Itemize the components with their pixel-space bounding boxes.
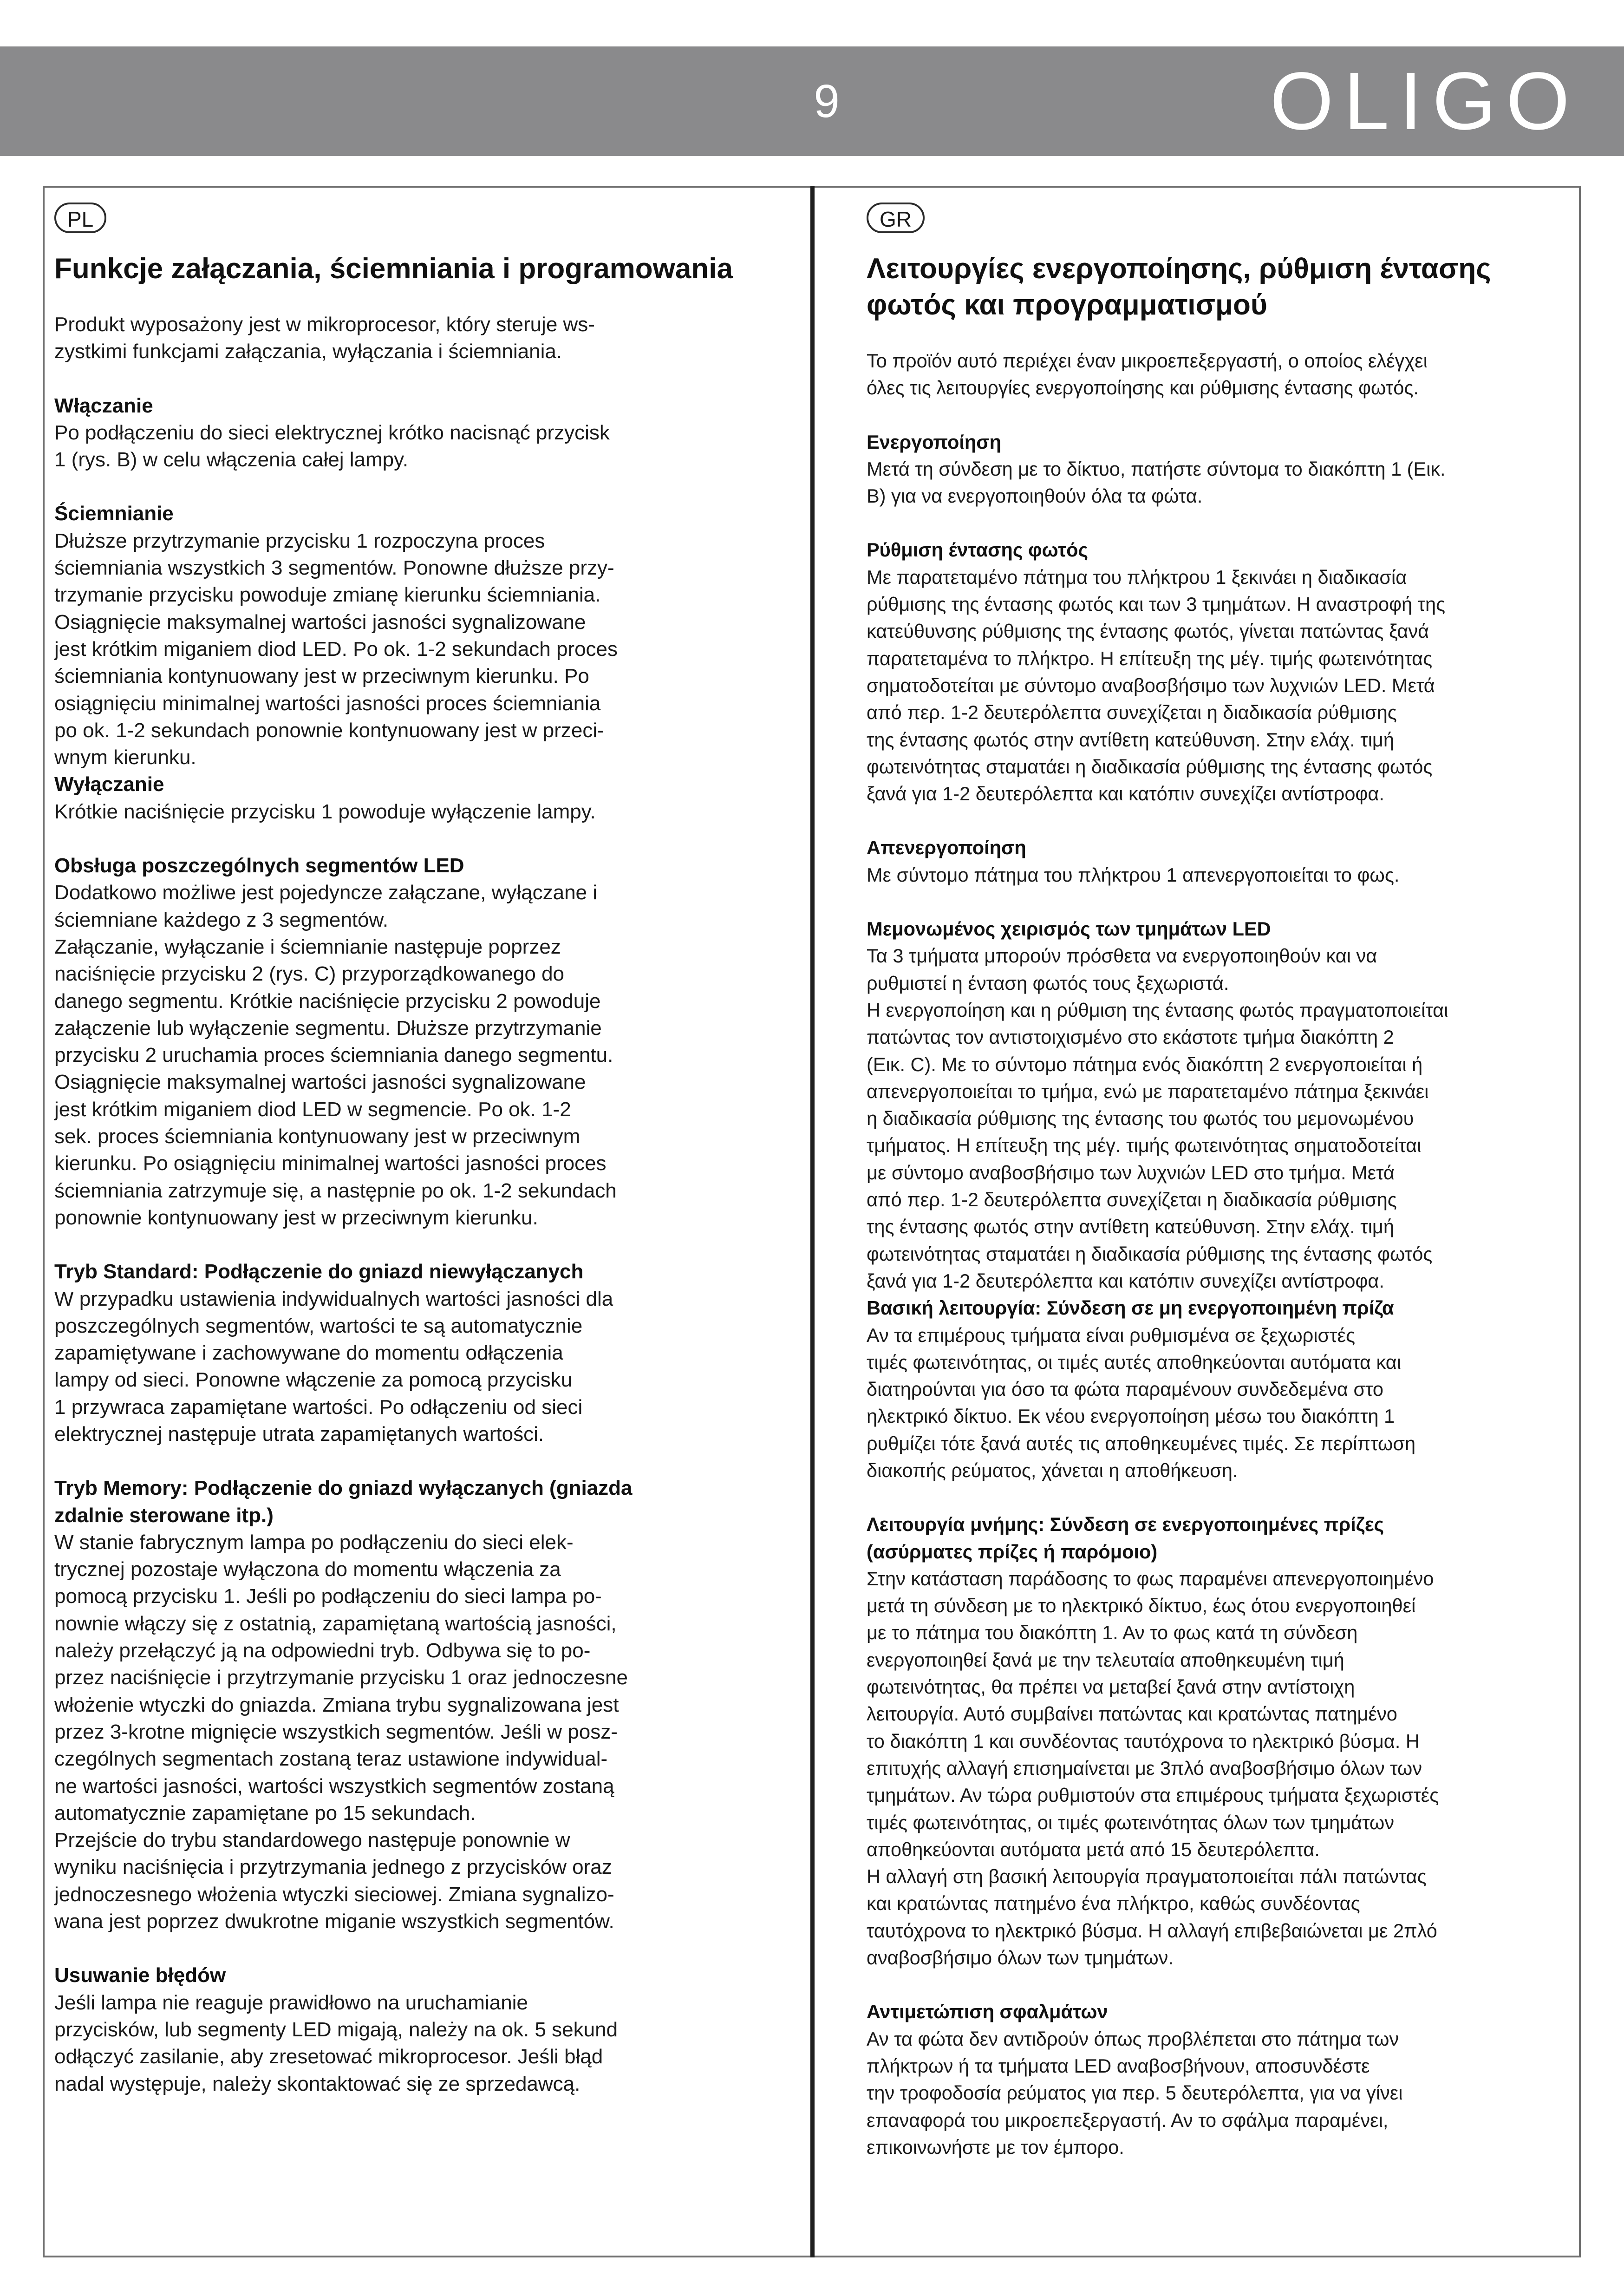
heading-switch-on-pl: Włączanie [54,394,153,417]
heading-segments-pl: Obsługa poszczególnych segmentów LED [54,854,464,877]
text-switch-off-pl: Krótkie naciśnięcie przycisku 1 powoduje wyłączenie lampy. [54,800,596,823]
text-segments-pl: Dodatkowo możliwe jest pojedyncze załączane, wyłączane i ściemniane każdego z 3 segmentów. Załączanie, wyłączanie i ściemnianie następuje poprzez naciśnięcie przycisku 2 (rys. C) przyporządkowanego do danego segmentu. Krótkie naciśnięcie przycisku 2 powoduje załączenie lub wyłączenie segmentu. Dłuższe przytrzymanie przycisku 2 uruchamia proces ściemniania danego segmentu. Osiągnięcie maksymalnej wartości jasności sygnalizowane jest krótkim miganiem diod LED w segmencie. Po ok. 1-2 sek. proces ściemniania kontynuowany jest w przeciwnym kierunku. Po osiągnięciu minimalnej wartości jasności proces ściemniania zatrzymuje się, a następnie po ok. 1-2 sekundach ponownie kontynuowany jest w przeciwnym kierunku. [54,881,617,1229]
heading-memory-mode-gr: Λειτουργία μνήμης: Σύνδεση σε ενεργοποιημένες πρίζες (ασύρματες πρίζες ή παρόμοιο) [867,1513,1384,1563]
heading-troubleshooting-pl: Usuwanie błędów [54,1964,226,1987]
heading-standard-mode-gr: Βασική λειτουργία: Σύνδεση σε μη ενεργοποιημένη πρίζα [867,1297,1394,1319]
column-gr [867,203,1563,2161]
heading-switch-on-gr: Ενεργοποίηση [867,431,1001,453]
text-memory-mode-pl: W stanie fabrycznym lampa po podłączeniu do sieci elek- trycznej pozostaje wyłączona do momentu włączenia za pomocą przycisku 1. Jeśli po podłączeniu do sieci lampa po- nownie włączy się z ostatnią, zapamiętaną wartością jasności, należy przełączyć ją na odpowiedni tryb. Odbywa się to po- przez naciśnięcie i przytrzymanie przycisku 1 oraz jednoczesne włożenie wtyczki do gniazda. Zmiana trybu sygnalizowana jest przez 3-krotne mignięcie wszystkich segmentów. Jeśli w posz- czególnych segmentach zostaną teraz ustawione indywidual- ne wartości jasności, wartości wszystkich segmentów zostaną automatycznie zapamiętane po 15 sekundach. Przejście do trybu standardowego następuje ponownie w wyniku naciśnięcia i przytrzymania jednego z przycisków oraz jednoczesnego włożenia wtyczki sieciowej. Zmiana sygnalizo- wana jest poprzez dwukrotne miganie wszystkich segmentów. [54,1531,628,1933]
heading-standard-mode-pl: Tryb Standard: Podłączenie do gniazd niewyłączanych [54,1260,584,1283]
heading-segments-gr: Μεμονωμένος χειρισμός των τμημάτων LED [867,918,1271,940]
text-troubleshooting-pl: Jeśli lampa nie reaguje prawidłowo na uruchamianie przycisków, lub segmenty LED migają, należy na ok. 5 sekund odłączyć zasilanie, aby zresetować mikroprocesor. Jeśli błąd nadal występuje, należy skontaktować się ze sprzedawcą. [54,1991,618,2095]
text-switch-off-gr: Με σύντομο πάτημα του πλήκτρου 1 απενεργοποιείται το φως. [867,863,1400,886]
text-dimming-gr: Με παρατεταμένο πάτημα του πλήκτρου 1 ξεκινάει η διαδικασία ρύθμισης της έντασης φωτός και των 3 τμημάτων. Η αναστροφή της κατεύθυνσης ρύθμισης της έντασης φωτός, γίνεται πατώντας ξανά παρατεταμένα το πλήκτρο. Η επίτευξη της μέγ. τιμής φωτεινότητας σηματοδοτείται με σύντομο αναβοσβήσιμο των λυχνιών LED. Μετά από περ. 1-2 δευτερόλεπτα συνεχίζεται η διαδικασία ρύθμισης της έντασης φωτός στην αντίθετη κατεύθυνση. Στην ελάχ. τιμή φωτεινότητας σταματάει η διαδικασία ρύθμισης της έντασης φωτός ξανά για 1-2 δευτερόλεπτα και κατόπιν συνεχίζει αντίστροφα. [867,566,1446,805]
heading-dimming-pl: Ściemnianie [54,502,174,525]
text-segments-gr: Τα 3 τμήματα μπορούν πρόσθετα να ενεργοποιηθούν και να ρυθμιστεί η ένταση φωτός τους ξεχωριστά. Η ενεργοποίηση και η ρύθμιση της έντασης φωτός πραγματοποιείται πατώντας τον αντιστοιχισμένο στο εκάστοτε τμήμα διακόπτη 2 (Εικ. C). Με το σύντομο πάτημα ενός διακόπτη 2 ενεργοποιείται ή απενεργοποιείται το τμήμα, ενώ με παρατεταμένο πάτημα ξεκινάει η διαδικασία ρύθμισης της έντασης του φωτός του μεμονωμένου τμήματος. Η επίτευξη της μέγ. τιμής φωτεινότητας σηματοδοτείται με σύντομο αναβοσβήσιμο των λυχνιών LED στο τμήμα. Μετά από περ. 1-2 δευτερόλεπτα συνεχίζεται η διαδικασία ρύθμισης της έντασης φωτός στην αντίθετη κατεύθυνση. Στην ελάχ. τιμή φωτεινότητας σταματάει η διαδικασία ρύθμισης της έντασης φωτός ξανά για 1-2 δευτερόλεπτα και κατόπιν συνεχίζει αντίστροφα. [867,945,1448,1292]
section-title-pl: Funkcje załączania, ściemniania i programowania [54,253,733,285]
page-number: 9 [814,75,840,127]
intro-text-pl: Produkt wyposażony jest w mikroprocesor, który steruje ws- zystkimi funkcjami załączania, wyłączania i ściemniania. [54,313,595,363]
text-switch-on-pl: Po podłączeniu do sieci elektrycznej krótko nacisnąć przycisk 1 (rys. B) w celu włączenia całej lampy. [54,421,610,471]
heading-switch-off-gr: Απενεργοποίηση [867,837,1026,859]
text-standard-mode-pl: W przypadku ustawienia indywidualnych wartości jasności dla poszczególnych segmentów, wartości te są automatycznie zapamiętywane i zachowywane do momentu odłączenia lampy od sieci. Ponowne włączenie za pomocą przycisku 1 przywraca zapamiętane wartości. Po odłączeniu od sieci elektrycznej następuje utrata zapamiętanych wartości. [54,1287,613,1446]
heading-memory-mode-pl: Tryb Memory: Podłączenie do gniazd wyłączanych (gniazda zdalnie sterowane itp.) [54,1477,633,1527]
language-badge-pl: PL [54,203,106,233]
heading-troubleshooting-gr: Αντιμετώπιση σφαλμάτων [867,2001,1108,2023]
text-dimming-pl: Dłuższe przytrzymanie przycisku 1 rozpoczyna proces ściemniania wszystkich 3 segmentów. Ponowne dłuższe przy- trzymanie przycisku powoduje zmianę kierunku ściemniania. Osiągnięcie maksymalnej wartości jasności sygnalizowane jest krótkim miganiem diod LED. Po ok. 1-2 sekundach proces ściemniania kontynuowany jest w przeciwnym kierunku. Po osiągnięciu minimalnej wartości jasności proces ściemniania po ok. 1-2 sekundach ponownie kontynuowany jest w przeci- wnym kierunku. [54,529,618,769]
language-badge-gr: GR [867,203,925,233]
section-title-gr: Λειτουργίες ενεργοποίησης, ρύθμιση έντασης φωτός και προγραμματισμού [867,253,1491,321]
text-switch-on-gr: Μετά τη σύνδεση με το δίκτυο, πατήστε σύντομα το διακόπτη 1 (Εικ. B) για να ενεργοποιηθούν όλα τα φώτα. [867,458,1446,507]
heading-switch-off-pl: Wyłączanie [54,773,164,796]
brand-logo: OLIGO [1270,56,1580,147]
heading-dimming-gr: Ρύθμιση έντασης φωτός [867,539,1089,561]
column-divider [810,186,815,2257]
intro-text-gr: Το προϊόν αυτό περιέχει έναν μικροεπεξεργαστή, ο οποίος ελέγχει όλες τις λειτουργίες ενεργοποίησης και ρύθμισης έντασης φωτός. [867,350,1428,399]
text-troubleshooting-gr: Αν τα φώτα δεν αντιδρούν όπως προβλέπεται στο πάτημα των πλήκτρων ή τα τμήματα LED αναβοσβήνουν, αποσυνδέστε την τροφοδοσία ρεύματος για περ. 5 δευτερόλεπτα, για να γίνει επαναφορά του μικροεπεξεργαστή. Αν το σφάλμα παραμένει, επικοινωνήστε με τον έμπορο. [867,2028,1403,2158]
column-pl [54,203,793,2098]
text-standard-mode-gr: Αν τα επιμέρους τμήματα είναι ρυθμισμένα σε ξεχωριστές τιμές φωτεινότητας, οι τιμές αυτές αποθηκεύονται αυτόματα και διατηρούνται για όσο τα φώτα παραμένουν συνδεδεμένα στο ηλεκτρικό δίκτυο. Εκ νέου ενεργοποίηση μέσω του διακόπτη 1 ρυθμίζει τότε ξανά αυτές τις αποθηκευμένες τιμές. Σε περίπτωση διακοπής ρεύματος, χάνεται η αποθήκευση. [867,1324,1416,1481]
text-memory-mode-gr: Στην κατάσταση παράδοσης το φως παραμένει απενεργοποιημένο μετά τη σύνδεση με το ηλεκτρικό δίκτυο, έως ότου ενεργοποιηθεί με το πάτημα του διακόπτη 1. Αν το φως κατά τη σύνδεση ενεργοποιηθεί ξανά με την τελευταία αποθηκευμένη τιμή φωτεινότητας, θα πρέπει να μεταβεί ξανά στην αντίστοιχη λειτουργία. Αυτό συμβαίνει πατώντας και κρατώντας πατημένο το διακόπτη 1 και συνδέοντας ταυτόχρονα το ηλεκτρικό βύσμα. Η επιτυχής αλλαγή επισημαίνεται με 3πλό αναβοσβήσιμο όλων των τμημάτων. Αν τώρα ρυθμιστούν στα επιμέρους τμήματα ξεχωριστές τιμές φωτεινότητας, οι τιμές φωτεινότητας όλων των τμημάτων αποθηκεύονται αυτόματα μετά από 15 δευτερόλεπτα. Η αλλαγή στη βασική λειτουργία πραγματοποιείται πάλι πατώντας και κρατώντας πατημένο ένα πλήκτρο, καθώς συνδέοντας ταυτόχρονα το ηλεκτρικό βύσμα. Η αλλαγή επιβεβαιώνεται με 2πλό αναβοσβήσιμο όλων των τμημάτων. [867,1567,1439,1969]
